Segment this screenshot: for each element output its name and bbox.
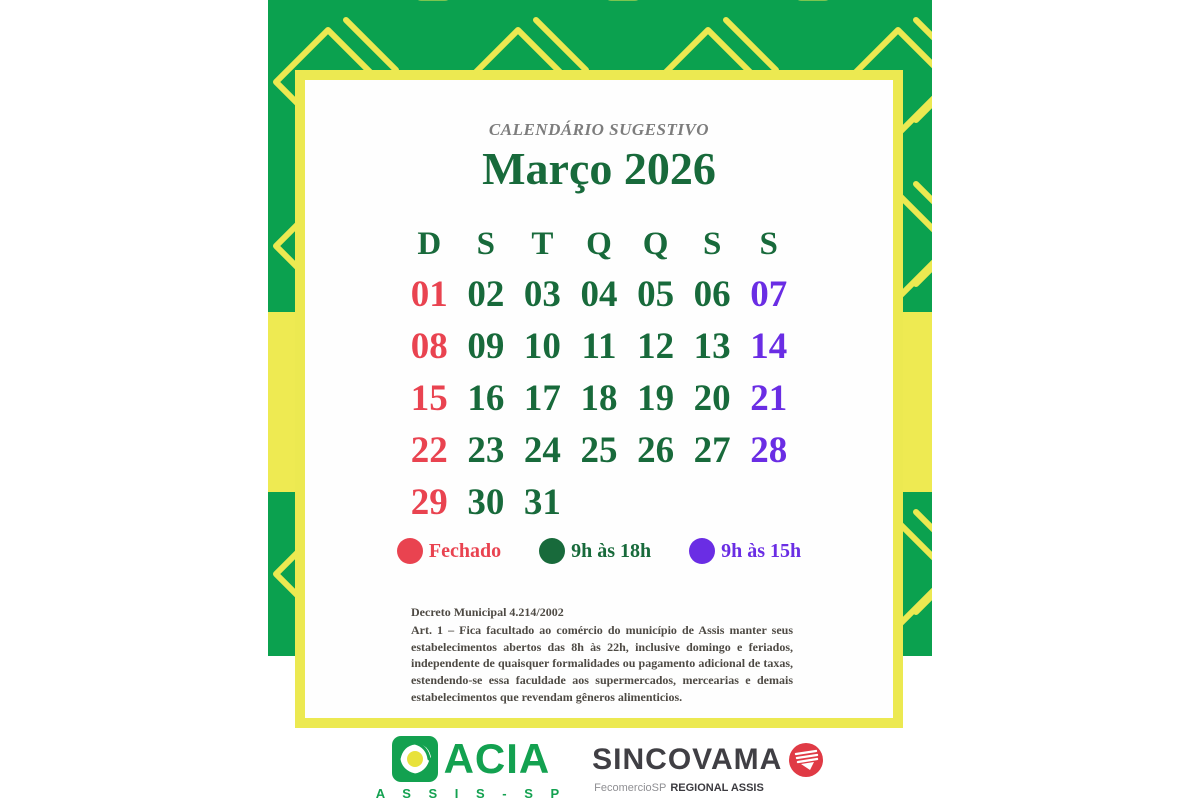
day-cell: 31 bbox=[523, 481, 561, 523]
day-cell: 21 bbox=[750, 377, 788, 419]
day-cell: 27 bbox=[693, 429, 731, 471]
day-header: D bbox=[417, 225, 442, 262]
day-cell: 02 bbox=[467, 273, 505, 315]
acia-wordmark: ACIA bbox=[443, 735, 551, 782]
legend-label: Fechado bbox=[428, 539, 502, 562]
fecomercio-label: FecomercioSP bbox=[594, 782, 667, 794]
day-cell: 05 bbox=[637, 273, 675, 315]
day-header: S bbox=[476, 225, 496, 262]
sincovama-logo bbox=[592, 742, 824, 794]
decree-text bbox=[411, 604, 793, 706]
decree-body: Art. 1 – Fica facultado ao comércio do município de Assis manter seus estabelecimentos abertos das 8h às 22h, inclusive domingo e feriados, independente de quaisquer formalidades ou pagamento adicional de taxas, estendendo-se essa faculdade aos supermercados, mercearias e demais estabelecimentos que revendam gêneros alimenticios. bbox=[411, 622, 793, 704]
day-cell: 14 bbox=[750, 325, 788, 367]
legend-item bbox=[689, 538, 801, 564]
day-cell: 13 bbox=[693, 325, 731, 367]
legend bbox=[305, 538, 893, 564]
day-cell: 06 bbox=[693, 273, 731, 315]
day-cell: 16 bbox=[467, 377, 505, 419]
legend-item bbox=[539, 538, 651, 564]
day-cell: 30 bbox=[467, 481, 505, 523]
day-cell: 18 bbox=[580, 377, 618, 419]
sincovama-wordmark: SINCOVAMA bbox=[592, 743, 783, 776]
day-cell: 03 bbox=[523, 273, 561, 315]
day-header: Q bbox=[642, 225, 669, 262]
day-cell: 22 bbox=[410, 429, 448, 471]
acia-logo bbox=[376, 736, 566, 801]
day-header: T bbox=[531, 225, 554, 262]
acia-subtitle: A S S I S - S P bbox=[375, 786, 567, 801]
sincovama-basket-icon bbox=[788, 742, 824, 778]
calendar-card bbox=[295, 70, 903, 728]
day-cell: 08 bbox=[410, 325, 448, 367]
sincovama-subtitle bbox=[594, 782, 764, 794]
month-title: Março 2026 bbox=[482, 143, 716, 194]
legend-dot-icon bbox=[689, 538, 715, 564]
day-cell: 24 bbox=[523, 429, 561, 471]
day-cell: 29 bbox=[410, 481, 448, 523]
acia-aperture-icon bbox=[392, 736, 438, 782]
legend-dot-icon bbox=[397, 538, 423, 564]
day-cell: 01 bbox=[410, 273, 448, 315]
day-cell: 11 bbox=[581, 325, 617, 367]
day-cell: 15 bbox=[410, 377, 448, 419]
day-cell: 04 bbox=[580, 273, 618, 315]
day-cell: 09 bbox=[467, 325, 505, 367]
day-cell: 26 bbox=[637, 429, 675, 471]
day-cell: 28 bbox=[750, 429, 788, 471]
decree-title: Decreto Municipal 4.214/2002 bbox=[411, 605, 564, 619]
legend-label: 9h às 18h bbox=[571, 539, 652, 562]
legend-label: 9h às 15h bbox=[721, 539, 802, 562]
day-cell: 10 bbox=[523, 325, 561, 367]
regional-assis-label: REGIONAL ASSIS bbox=[670, 782, 764, 794]
day-header: Q bbox=[586, 225, 612, 262]
day-cell: 25 bbox=[580, 429, 618, 471]
day-cell: 19 bbox=[637, 377, 675, 419]
footer-logos bbox=[0, 736, 1200, 801]
day-cell: 23 bbox=[467, 429, 505, 471]
day-cell: 07 bbox=[750, 273, 788, 315]
legend-item bbox=[397, 538, 501, 564]
calendar-subtitle: CALENDÁRIO SUGESTIVO bbox=[488, 120, 710, 139]
day-cell: 17 bbox=[523, 377, 561, 419]
day-cell: 20 bbox=[693, 377, 731, 419]
calendar-grid bbox=[401, 220, 797, 528]
day-header: S bbox=[759, 225, 778, 262]
day-cell: 12 bbox=[637, 325, 675, 367]
day-header: S bbox=[702, 225, 722, 262]
legend-dot-icon bbox=[539, 538, 565, 564]
